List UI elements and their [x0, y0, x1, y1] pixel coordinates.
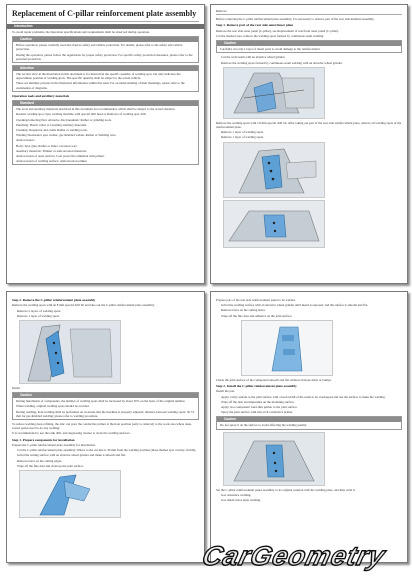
caution-item: During welding, hold welding shall be performed on locations that the machine is properly adjusted; distance between welding spots: 30 ±5 mm for gas shielded welding; please refer to welding procedure. [16, 409, 195, 418]
sub-item: Cut the weld seam with an abrasive wheel grinder. [221, 55, 286, 60]
step-item: Remove the rear side outer panel (C-pillar), see Replacement of rear/front outer panel (C-pillar). [216, 28, 339, 33]
caution-item: When welding, original welding spots should be avoided. [16, 404, 90, 409]
sub-item: Wipe off the fine dust and clean up the joint surface. [17, 463, 84, 468]
step-item: Set the C-pillar reinforcement panel assembly to its original position with the welding plate, and then weld it. [216, 487, 356, 492]
sub-item: Gas resistance welding. [221, 492, 252, 497]
step-item: Cut the marked area, remove the welding spots formed by continuous seam welding. [216, 34, 324, 39]
illustration-prepared-panel [241, 320, 333, 376]
new-part-drawing [20, 471, 120, 517]
c-pillar-removal-drawing [20, 321, 120, 383]
step-heading: Step 2. Remove the C-pillar reinforcement plate assembly [12, 298, 96, 302]
caution-bar: Caution [217, 417, 401, 422]
document-page-4 [210, 291, 408, 563]
pillar-cut-drawing [224, 68, 324, 118]
body-text: Check the joint surface of the component smooth and flat without obvious dents or bumps. [216, 377, 332, 382]
caution-box [216, 40, 402, 53]
intro-text: Before removing the C-pillar reinforcement plate assembly, it is necessary to remove part of the rear side member/assembly. [216, 17, 375, 22]
attention-bar: Attention [13, 66, 198, 71]
attention-box [12, 65, 199, 92]
illustration-weld-spots [223, 142, 325, 198]
caution-text: Carefully cut only 1 layer of metal parts to avoid damage to the reinforcement. [220, 47, 321, 52]
document-page-1 [6, 4, 205, 284]
step-item: Remove the welding spots with a 8 mm special drill bit. After taking out part of the rear side reinforcement plate, remove all welding spots of the reinforcement plate. [216, 120, 402, 130]
step-item: Prepare the C-pillar reinforcement plate assembly for installation. [12, 443, 96, 448]
sub-item: Apply cavity sealant to the joint surface with a bead width of the seam to be overlapped and use the surface to make the welding. [221, 394, 386, 399]
tool-item: Punching: Plastic roller or Cleaning auxiliary materials. [16, 122, 88, 127]
document-page-3 [6, 291, 205, 563]
sub-item: Remove 1 layer of welding spots. [221, 130, 264, 135]
caution-box [12, 392, 199, 420]
caution-item: During the operation, please follow the regulations for proper safety protection. For specific safety protection measures, please refer to the personal protection. [16, 52, 193, 61]
body-text: It is recommended to use the tank drill, and degreasing cleaner to clean the welding surfaces. [12, 431, 131, 436]
document-page-2 [210, 4, 408, 284]
tool-item: Anticorrosion of welding surface: Anticorrosion primer. [16, 159, 88, 164]
tool-item: Body: Spot glue, Rather or Inner corrosion wax [16, 143, 77, 148]
illustration-new-part [19, 470, 121, 518]
tools-box [12, 100, 199, 165]
tool-item: Auxiliary materials: Thinner or anticorrosion materials. [16, 148, 87, 153]
logo-text: CarGeometry [199, 540, 389, 571]
tool-item: Welding: Resistance spot welder, gas shielded welder, Rather or Welding wire. [16, 133, 117, 138]
install-heading: Install [12, 386, 20, 391]
step-item: Install the part. [216, 389, 236, 394]
attention-item: The section view in the illustration in this document is for instruction the specific quantity of welding spot, but only indicates the approximate position of welding spots. The specific quantity shall be subject to the actual vehicle. [16, 72, 181, 81]
tool-item: Resistor welding spot: Spot welding machine with special drill head or Remover of welding spot drill. [16, 112, 147, 117]
sub-item: Remove burrs on the cutting holes. [221, 308, 266, 313]
intro-bar: Introduction [7, 24, 204, 29]
divider [12, 21, 199, 22]
sub-item: Remove 1 layer of welding spots. [17, 313, 60, 318]
caution-bar: Caution [13, 37, 198, 42]
install-panel-drawing [224, 433, 324, 485]
tool-item: Cleaning: Respirator and cloths Rather or sanding tools. [16, 128, 88, 133]
sub-item: Grind the cutting surface with an abrasive wheel grinder and make it smooth and flat. [17, 453, 126, 458]
page-header: Remove [216, 9, 227, 13]
caution-bar: Caution [13, 393, 198, 398]
section-heading: Operation tools and auxiliary materials [12, 93, 70, 98]
sub-item: Remove 2 layers of welding spots. [17, 308, 62, 313]
caution-item: Before operation, please carefully read and observe safety and vehicle protection. For details, please refer to the safety and vehicle protection. [16, 43, 183, 52]
tool-item: Anticorrosion: [16, 138, 35, 143]
illustration-c-pillar-removal [19, 320, 121, 384]
step-heading: Step 1. Remove part of the rear side outer/inner plate [216, 23, 294, 28]
body-text: To reduce welding deep refining, the zinc can prior the conductive primer at the hole position (only to removal) to the work area where deep-rooted pastes need to do any welding. [12, 422, 193, 431]
rear-side-drawing [224, 201, 324, 247]
prepared-panel-drawing [242, 321, 332, 375]
sub-item: Remove burrs on the cutting edges. [17, 458, 63, 463]
sub-item: Apply two-component weld-thru primer to the joint surface. [221, 405, 298, 410]
tool-item: Cleaning/removing flux: Abrasive disc/pneumatic Rather or grinding tools. [16, 117, 112, 122]
step-item: Remove the welding spots with an 8 mm special drill bit and take out the C-pillar reinforcement plate assembly. [12, 303, 155, 308]
weld-spots-drawing [224, 143, 324, 197]
sub-item: Remove 1 layer of welding spots. [221, 135, 264, 140]
tools-intro: The tools and auxiliary materials described in this document are recommended, which shall be subject to the actual situation. [16, 107, 176, 112]
caution-box [12, 36, 199, 63]
illustration-install-panel [223, 432, 325, 486]
step-item: Prepare part of the rear side reinforcement panel to be welded. [216, 298, 296, 302]
illustration-pillar-cut [223, 67, 325, 119]
cargeometry-logo [196, 536, 406, 574]
sub-item: Spray the joint surface with zinc-rich conductive primer. [221, 410, 294, 415]
sub-item: Remove the welding spots formed by continuous seam welding with an abrasive wheel grinder. [221, 60, 343, 65]
caution-item: During installation of components, the number of welding spots shall be increased by about 30% on the basis of the original number. [16, 399, 186, 404]
sub-item: Wipe off the fine dust and adhesive on the joint surface. [221, 313, 293, 318]
caution-bar: Caution [217, 41, 401, 46]
sub-item: Grind the welding surface with an abrasive wheel grinder until metal is exposed, and the surface is smooth and flat. [221, 303, 369, 308]
step-heading: Step 2. Install the C-pillar reinforcement plate assembly [216, 384, 297, 389]
tools-bar: Standard [13, 101, 198, 106]
tool-item: Anticorrosion of outer surface: Coat protective emulsion with primer. [16, 154, 105, 159]
caution-text: Do not spray it on the surface to avoid affecting the welding quality. [220, 423, 307, 428]
caution-box [216, 416, 402, 429]
sub-item: Cut the C-pillar reinforcement plate assembly. Where to the cut line is 30 mm from the welding position (these themes spot overlap 10 mm). [17, 448, 197, 453]
intro-text: To avoid repair problems, the Operation specifications and requirements shall be observed during operation. [12, 30, 150, 34]
divider [216, 14, 402, 15]
step-heading: Step 1. Prepare components for installation [12, 437, 75, 442]
sub-item: Wipe off the dust and impurities on the mounting surface. [221, 399, 295, 404]
sub-item: Gas shield wires plate welding. [221, 498, 261, 503]
attention-item: There are multiple pictures in the illustrated information within this item. For an understanding of their meanings, please refer to the explanation of diagrams. [16, 81, 185, 90]
page-title: Replacement of C-pillar reinforcement plate assembly [12, 9, 197, 18]
illustration-rear-side [223, 200, 325, 248]
